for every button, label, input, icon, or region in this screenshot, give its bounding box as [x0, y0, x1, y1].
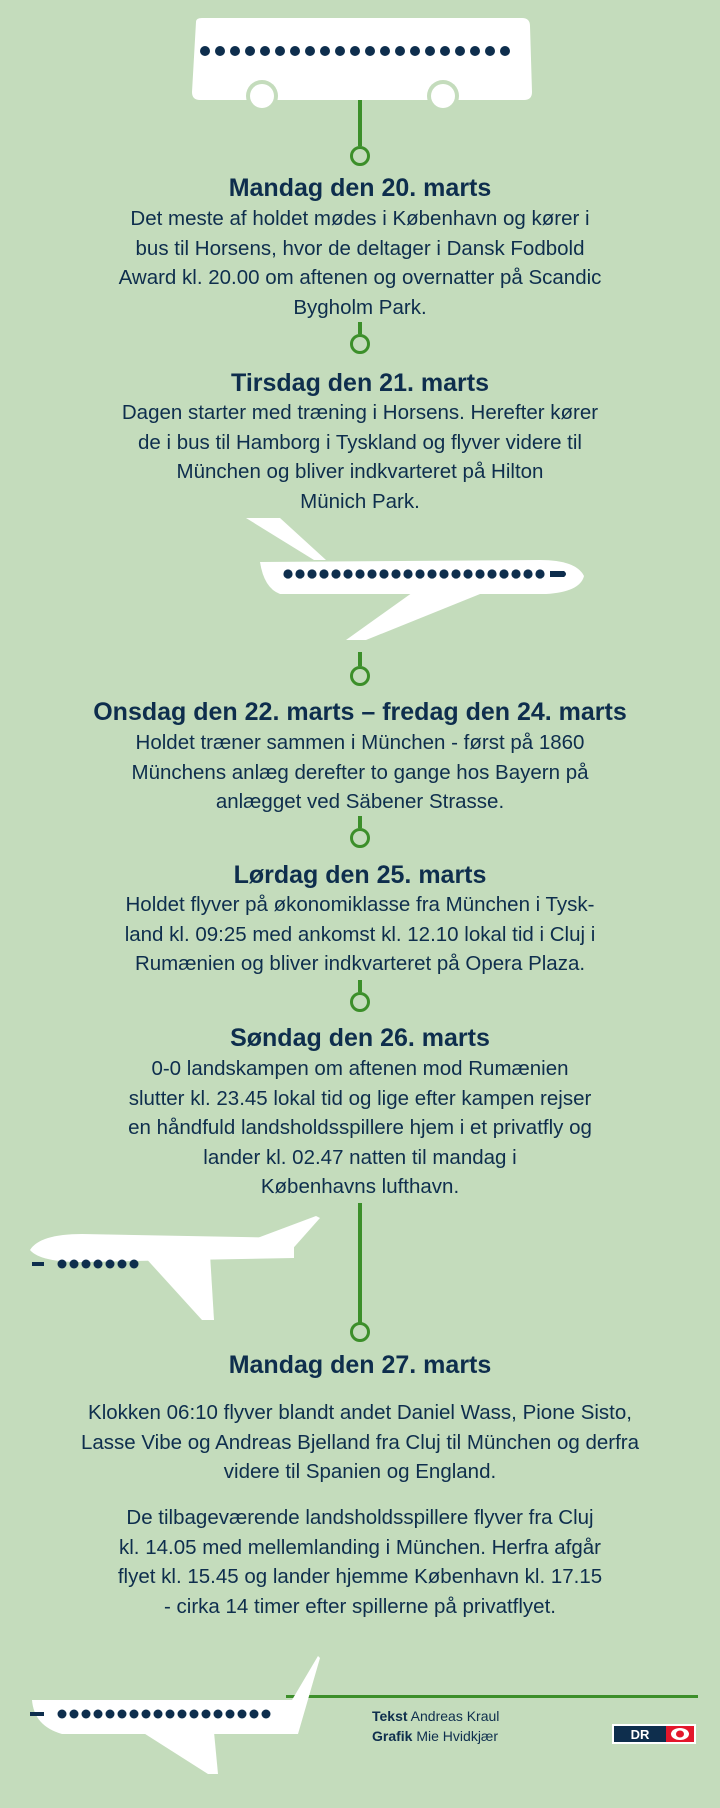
event-description: 0-0 landskampen om aftenen mod Rumænien slutter kl. 23.45 lokal tid og lige efter kampen rejser en håndfuld landsholdsspillere hjem i et privatfly og lander kl. 02.47 natten til mandag i Københavns lufthavn.: [128, 1057, 592, 1198]
event-heading: Lørdag den 25. marts: [233, 861, 487, 889]
timeline-node: [350, 146, 370, 166]
timeline-line: [358, 322, 362, 334]
timeline-line: [358, 1203, 362, 1323]
timeline-line: [358, 816, 362, 828]
bus-icon: [186, 14, 536, 114]
credit-graphic: Grafik Mie Hvidkjær: [372, 1728, 499, 1744]
credits: [372, 1706, 499, 1746]
event-description: Dagen starter med træning i Horsens. Herefter kører de i bus til Hamborg i Tyskland og flyver videre til München og bliver indkvarteret på Hilton Münich Park.: [121, 401, 599, 513]
event-heading: Mandag den 20. marts: [228, 174, 492, 202]
airplane-right-icon: [240, 516, 590, 644]
timeline-line: [358, 980, 362, 992]
timeline-node: [350, 1322, 370, 1342]
credit-text: Tekst Andreas Kraul: [372, 1708, 500, 1724]
event-heading: Søndag den 26. marts: [230, 1024, 490, 1052]
dr-logo-text: DR: [630, 1727, 650, 1742]
event-description: Det meste af holdet mødes i København og kører i bus til Horsens, hvor de deltager i Dansk Fodbold Award kl. 20.00 om aftenen og overnatter på Scandic Bygholm Park.: [118, 207, 602, 319]
event-description: Holdet flyver på økonomiklasse fra München i Tysk- land kl. 09:25 med ankomst kl. 12.10 lokal tid i Cluj i Rumænien og bliver indkvarteret på Opera Plaza.: [124, 893, 596, 975]
event-description: Klokken 06:10 flyver blandt andet Daniel Wass, Pione Sisto, Lasse Vibe og Andreas Bjelland fra Cluj til München og derfra videre til Spanien og England.: [80, 1401, 639, 1483]
event-heading: Onsdag den 22. marts – fredag den 24. marts: [93, 698, 627, 726]
timeline-line: [358, 652, 362, 666]
dr-logo: [612, 1724, 696, 1744]
timeline-node: [350, 666, 370, 686]
timeline-node: [350, 828, 370, 848]
event-description: Holdet træner sammen i München - først på 1860 Münchens anlæg derefter to gange hos Bayern på anlægget ved Säbener Strasse.: [131, 731, 589, 813]
divider: [286, 1695, 698, 1698]
airplane-left-icon: [22, 1654, 322, 1776]
timeline-node: [350, 334, 370, 354]
event-description: De tilbageværende landsholdsspillere flyver fra Cluj kl. 14.05 med mellemlanding i München. Herfra afgår flyet kl. 15.45 og lander hjemme København kl. 17.15 - cirka 14 timer efter spillerne på privatflyet.: [117, 1506, 603, 1618]
event-heading: Tirsdag den 21. marts: [231, 369, 489, 397]
private-jet-left-icon: [22, 1216, 322, 1324]
event-heading: Mandag den 27. marts: [228, 1351, 492, 1379]
timeline-line: [358, 100, 362, 146]
timeline-node: [350, 992, 370, 1012]
